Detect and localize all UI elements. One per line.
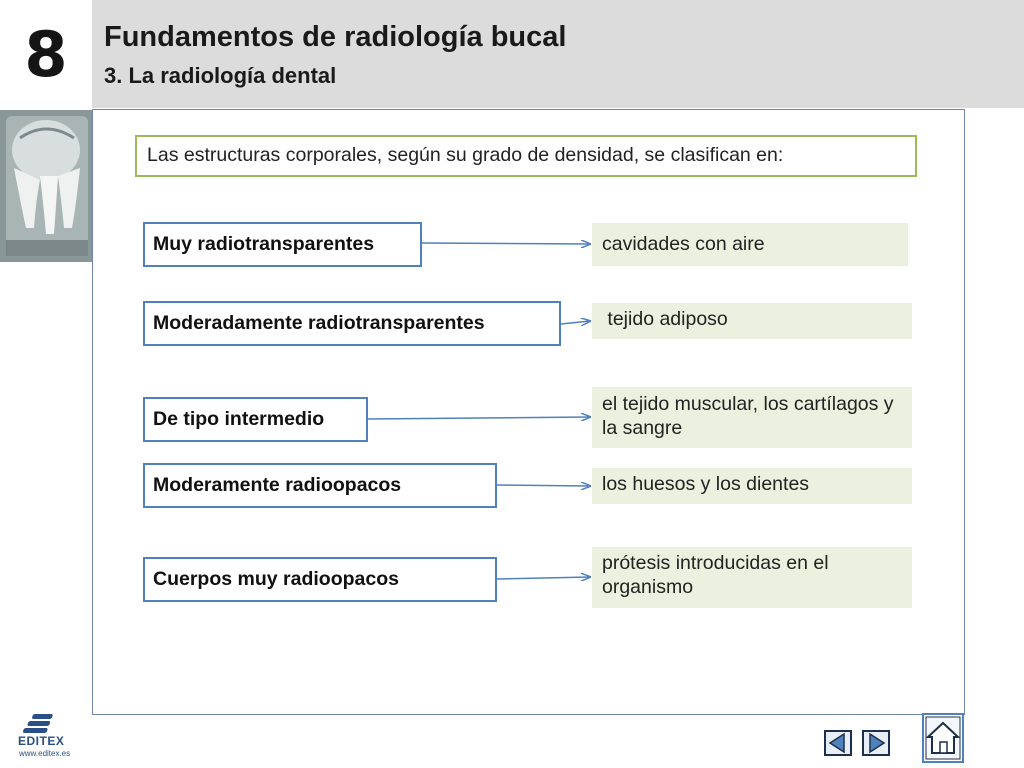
category-de-tipo-intermedio [143, 397, 368, 442]
previous-button[interactable] [824, 730, 852, 756]
next-arrow-icon [862, 730, 890, 756]
category-cuerpos-muy-radioopacos [143, 557, 497, 602]
next-button[interactable] [862, 730, 890, 756]
category-moderadamente-radiotransparentes [143, 301, 561, 346]
editex-logo [16, 712, 74, 762]
category-label: Cuerpos muy radioopacos [153, 568, 399, 590]
result-box [592, 223, 908, 266]
home-button[interactable] [922, 713, 964, 763]
result-box [592, 468, 912, 504]
result-box [592, 303, 912, 339]
chapter-number: 8 [24, 17, 68, 91]
editex-url-text: www.editex.es [19, 749, 71, 758]
category-label: De tipo intermedio [153, 408, 325, 430]
home-icon [922, 713, 964, 763]
result-box [592, 387, 912, 448]
previous-arrow-icon [824, 730, 852, 756]
result-box [592, 547, 912, 608]
intro-box: Las estructuras corporales, según su grado de densidad, se clasifican en: [135, 135, 917, 177]
chapter-number-box [0, 0, 92, 108]
page-subtitle: 3. La radiología dental [104, 63, 337, 88]
header-bar [92, 0, 1024, 108]
result-text: el tejido muscular, los cartílagos y la sangre [602, 393, 894, 439]
category-moderamente-radioopacos [143, 463, 497, 508]
category-label: Muy radiotransparentes [153, 233, 375, 255]
result-text: cavidades con aire [602, 233, 765, 255]
result-text: tejido adiposo [602, 308, 728, 330]
category-label: Moderamente radioopacos [153, 474, 402, 496]
category-label: Moderadamente radiotransparentes [153, 312, 485, 334]
dental-xray-image [0, 110, 92, 262]
page-title: Fundamentos de radiología bucal [104, 21, 567, 53]
result-text: los huesos y los dientes [602, 473, 810, 495]
category-muy-radiotransparentes [143, 222, 422, 267]
editex-brand-text: EDITEX [18, 734, 65, 748]
result-text: prótesis introducidas en el organismo [602, 552, 829, 598]
